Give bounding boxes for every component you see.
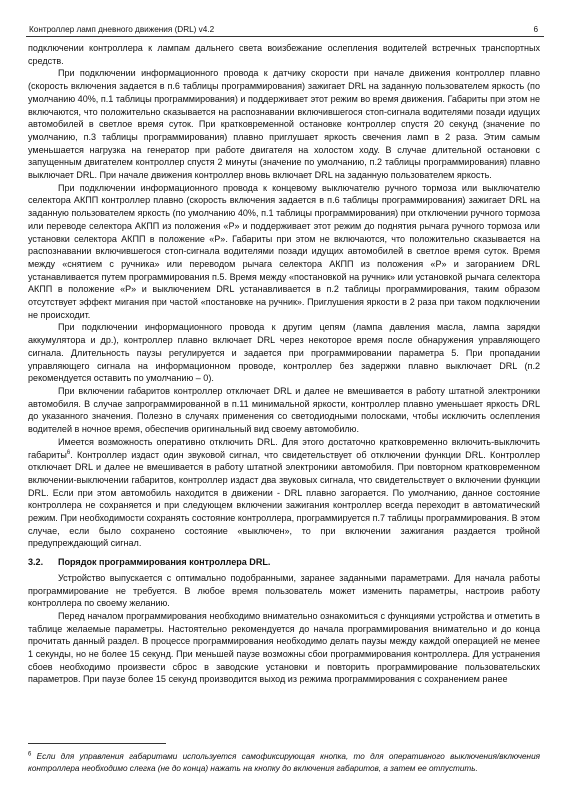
section-title: Порядок программирования контроллера DRL. (58, 557, 271, 568)
paragraph-5: При включении габаритов контроллер отключает DRL и далее не вмешивается в работу штатной электроники автомобиля. В случае запрограммированной в п.11 минимальной яркости, контроллер плавно уменьшает яркость DRL до указанного значения. Полезно в случаях применения со светодиодными полосками, чтобы исключить ослепления водителей в ночное время, обеспечив оригинальный вид своему автомобилю. (28, 385, 540, 435)
page-number: 6 (533, 25, 538, 34)
footnote-number: 6 (28, 751, 32, 758)
footnote-reference[interactable]: 6 (66, 449, 71, 456)
paragraph-3: При подключении информационного провода к концевому выключателю ручного тормоза или выключателю селектора АКПП контроллер плавно (скорость включения задается в п.6 таблицы программирования) зажигает DRL на заданную пользователем яркость (по умолчанию 40%, п.1 таблицы программирования) при отключении ручного тормоза или переводе селектора АКПП из положения «P» и поддерживает этот режим до поднятия рычага ручного тормоза или установки селектора АКПП в положение «P». Габариты при этом не включаются, что положительно сказывается на распознавании включившегося стоп-сигнала водителями позади идущих автомобилей в светлое время суток. Время между «снятием с ручника» или переводом рычага селектора АКПП из положения «P» и загоранием DRL устанавливается путем программирования п.5. Время между «постановкой на ручник» или установкой рычага селектора АКПП в положение «P» и выключением DRL устанавливается в п.2 таблицы программирования, таким образом отсутствует эффект мигания при частой «постановке на ручник». Приглушения яркости в 2 раза при таком подключении не происходит. (28, 182, 540, 320)
header-title: Контроллер ламп дневного движения (DRL) v4.2 (29, 25, 215, 34)
paragraph-6-lead: Имеется возможность оперативно отключить DRL. Для этого достаточно кратковременно включить-выключить габариты (28, 436, 540, 460)
paragraph-6-rest: . Контроллер издаст один звуковой сигнал, что свидетельствует об отключении функции DRL. Контроллер отключает DRL и далее не вмешивается в работу штатной электроники автомобиля. При повторном кратковременном включении-выключении габаритов, контроллер издаст два звуковых сигнала, что свидетельствует о включении функции DRL. Если при этом автомобиль находится в движении - DRL плавно загорается. По умолчанию, данное состояние контроллера не сохраняется и при следующем включении зажигания контроллер всегда переходит в автоматический режим. При необходимости сохранять состояние контроллера, программируется п.7 таблицы программирования. В этом случае, если было сохранено состояние «выключен», то при включении зажигания раздается тройной предупреждающий сигнал. (28, 449, 540, 549)
footnote (28, 751, 540, 775)
paragraph-4: При подключении информационного провода к другим цепям (лампа давления масла, лампа зарядки аккумулятора и др.), контроллер плавно включает DRL через некоторое время после обнаружения управляющего сигнала. Длительность паузы регулируется и задается при программировании параметра 5. При пропадании управляющего сигнала на информационном проводе, контроллер без задержки плавно выключает DRL (п.2 рекомендуется оставить по умолчанию – 0). (28, 322, 540, 384)
section-paragraph-2: Перед началом программирования необходимо внимательно ознакомиться с функциями устройства и отметить в таблице желаемые параметры. Настоятельно рекомендуется до начала программирования внимательно и до конца прочитать данный раздел. В процессе программирования необходимо делать паузы между каждой операцией не менее 1 секунды, но не более 15 секунд. При меньшей паузе возможны сбои программирования контроллера. Для устранения сбоев необходимо произвести сброс в заводские установки и повторить программирование пользовательских параметров. При паузе более 15 секунд производится выход из режима программирования с сохранением ранее (28, 610, 540, 685)
section-heading (28, 556, 540, 569)
section-number: 3.2. (28, 557, 44, 568)
document-body (28, 42, 540, 686)
page-header (26, 23, 544, 37)
section-paragraph-1: Устройство выпускается с оптимально подобранными, заранее заданными параметрами. Для начала работы программирование не требуется. В любое время пользователь может изменить параметры, настроив работу контроллера по своему желанию. (28, 572, 540, 609)
paragraph-6 (28, 436, 540, 550)
paragraph-2: При подключении информационного провода к датчику скорости при начале движения контроллер плавно (скорость включения задается в п.6 таблицы программирования) зажигает DRL на заданную пользователем яркость (по умолчанию 40%, п.1 таблицы программирования) и поддерживает этот режим во время движения. Габариты при этом не включаются, что положительно сказывается на распознавании включившегося стоп-сигнала водителями позади идущих автомобилей в светлое время суток. При кратковременной остановке контроллер спустя 20 секунд (значение по умолчанию, п.3 таблицы программирования) плавно приглушает яркость свечения ламп в 2 раза. Этим самым уменьшается нагрузка на генератор при работе двигателя на холостом ходу. В случае длительной остановки с запущенным двигателем контроллер спустя 2 минуты (значение по умолчанию, п.2 таблицы программирования) плавно выключает DRL. При начале движения контроллер вновь включает DRL на заданную пользователем яркость. (28, 68, 540, 181)
footnote-separator (28, 743, 166, 744)
paragraph-1: подключении контроллера к лампам дальнего света воизбежание ослепления водителей встречных транспортных средств. (28, 43, 540, 66)
footnote-text: Если для управления габаритами используется самофиксирующая кнопка, то для оперативного выключения/включения контроллера необходимо слегка (не до конца) нажать на кнопку до включения габаритов, а затем ее отпустить. (28, 752, 540, 773)
